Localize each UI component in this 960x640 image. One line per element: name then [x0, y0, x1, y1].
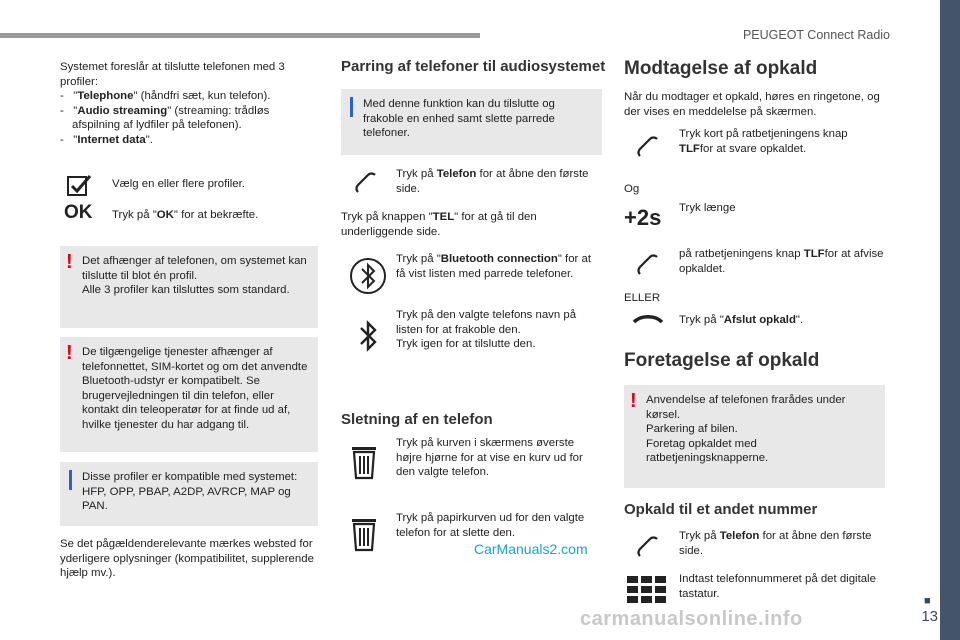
step-confirm-ok: Tryk på "OK" for at bekræfte. [112, 209, 259, 221]
trash-icon [350, 516, 378, 552]
phone-handset-icon [634, 134, 660, 160]
watermark-carmanuals: CarManuals2.com [468, 540, 594, 559]
profile-item: - "Audio streaming" (streaming: trådløs afspilning af lydfiler på telefonen). [60, 104, 270, 131]
phone-handset-icon [352, 170, 378, 196]
step-delete-phone: Tryk på papirkurven ud for den valgte telefon for at slette den. [396, 512, 585, 539]
info-icon [69, 470, 72, 490]
keypad-icon [627, 576, 667, 604]
bluetooth-icon [354, 318, 382, 354]
page-marker: ■ [924, 595, 931, 607]
and-label: Og [624, 183, 640, 195]
warning-box-services: ! De tilgængelige tjenester afhænger af telefonnettet, SIM-kortet og om det anvendte Bluetooth-udstyr er kompatibelt. Se brugervejledningen til din telefon, eller kontakt din teleoperatør for at finde ud af, hvilke tjenester du har adgang til. [60, 337, 318, 452]
section-title-other-number: Opkald til et andet nummer [624, 501, 818, 518]
section-title-make-call: Foretagelse af opkald [624, 350, 820, 371]
page-side-bar [940, 0, 960, 640]
step-open-phone: Tryk på Telefon for at åbne den første side. [396, 168, 589, 195]
warning-icon: ! [66, 251, 73, 273]
trash-icon [350, 444, 378, 480]
phone-handset-icon [634, 252, 660, 278]
profile-item: - "Internet data". [60, 133, 153, 146]
phone-handset-icon [634, 534, 660, 560]
or-label: ELLER [624, 292, 661, 304]
section-title-receive: Modtagelse af opkald [624, 58, 818, 79]
plus-2s-icon: +2s [624, 205, 662, 230]
bluetooth-circle-icon [348, 256, 388, 296]
info-icon [350, 97, 353, 117]
step-reject-call: på ratbetjeningens knap TLFfor at afvise opkaldet. [679, 248, 884, 275]
page-number: 13 [921, 608, 938, 625]
step-disconnect-phone: Tryk på den valgte telefons navn på listen for at frakoble den. Tryk igen for at tilslutte den. [396, 309, 577, 350]
profiles-intro: Systemet foreslår at tilslutte telefonen med 3 profiler: - "Telephone" (håndfri sæt, kun telefon). - "Audio streaming" (streaming: trådløs afspilning af lydfiler på telefonen). - "Internet data". [60, 60, 315, 147]
page-header-title: PEUGEOT Connect Radio [742, 28, 890, 42]
warning-icon: ! [630, 390, 637, 412]
step-press-tel: Tryk på knappen "TEL" for at gå til den underliggende side. [341, 211, 537, 238]
receive-intro: Når du modtager et opkald, høres en ringetone, og der vises en meddelelse på skærmen. [624, 91, 880, 118]
step-select-profiles: Vælg en eller flere profiler. [112, 178, 245, 190]
step-answer-call: Tryk kort på ratbetjeningens knap TLFfor at svare opkaldet. [679, 128, 848, 155]
step-press-long: Tryk længe [679, 202, 736, 214]
checkbox-icon [66, 172, 94, 198]
step-open-phone-page: Tryk på Telefon for at åbne den første side. [679, 530, 872, 557]
info-box-pairing: Med denne funktion kan du tilslutte og frakoble en enhed samt slette parrede telefoner. [341, 89, 602, 155]
section-title-pairing: Parring af telefoner til audiosystemet [341, 58, 606, 75]
header-bar [0, 33, 480, 38]
warning-box-profiles: ! Det afhænger af telefonen, om systemet kan tilslutte til blot én profil. Alle 3 profiler kan tilsluttes som standard. [60, 246, 318, 328]
step-enter-number: Indtast telefonnummeret på det digitale tastatur. [679, 573, 876, 600]
hang-up-icon [631, 310, 665, 330]
ok-icon: OK [64, 202, 93, 223]
profile-item: - "Telephone" (håndfri sæt, kun telefon). [60, 90, 271, 102]
website-note: Se det pågældenderelevante mærkes websted for yderligere oplysninger (kompatibilitet, supplerende hjælp mv.). [60, 538, 314, 579]
info-box-profiles: Disse profiler er kompatible med systemet: HFP, OPP, PBAP, A2DP, AVRCP, MAP og PAN. [60, 462, 318, 526]
warning-icon: ! [66, 342, 73, 364]
step-show-trash: Tryk på kurven i skærmens øverste højre hjørne for at vise en kurv ud for den valgte telefon. [396, 437, 583, 478]
section-title-delete: Sletning af en telefon [341, 411, 493, 428]
step-bluetooth-connection: Tryk på "Bluetooth connection" for at få vist listen med parrede telefoner. [396, 253, 591, 280]
warning-box-driving: ! Anvendelse af telefonen frarådes under kørsel. Parkering af bilen. Foretag opkaldet med ratbetjeningsknapperne. [624, 385, 885, 488]
step-end-call: Tryk på "Afslut opkald". [679, 314, 804, 326]
watermark-carmanualsonline: carmanualsonline.info [580, 608, 803, 630]
